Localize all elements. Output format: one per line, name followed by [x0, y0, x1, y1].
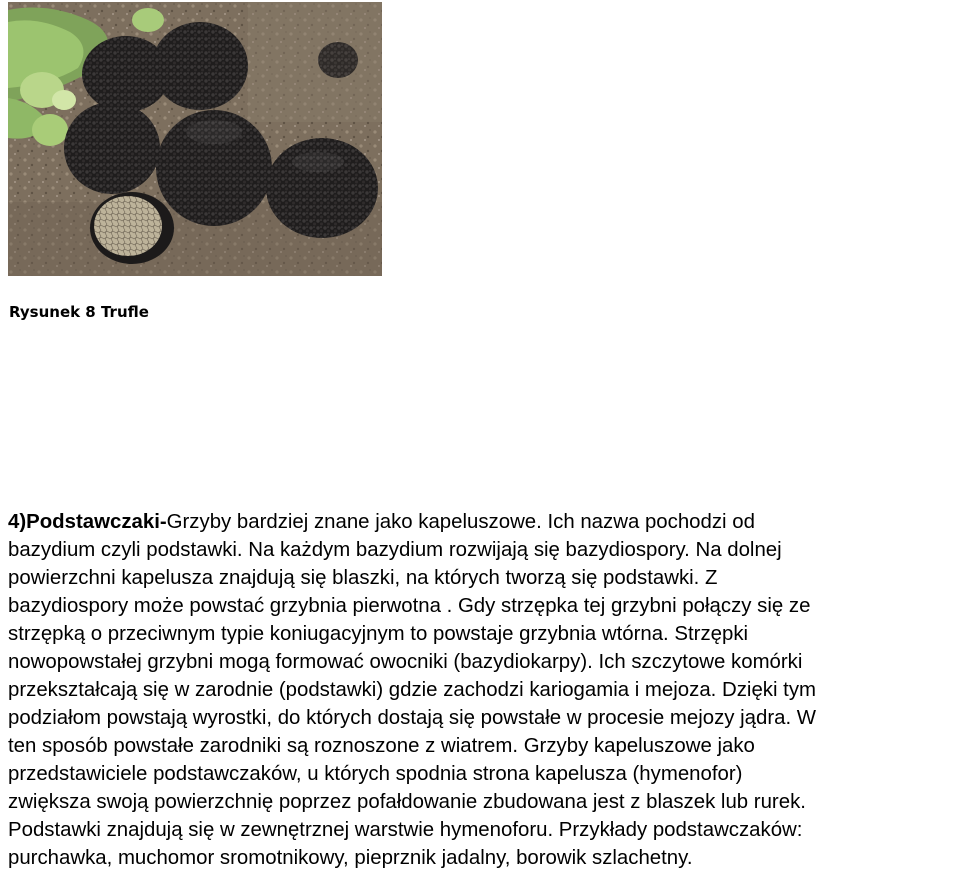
text-line: strzępką o przeciwnym typie koniugacyjnym to powstaje grzybnia wtórna. Strzępki	[8, 623, 749, 645]
text-line: podziałom powstają wyrostki, do których dostają się powstałe w procesie mejozy jądra. W	[8, 707, 817, 729]
text-line: nowopowstałej grzybni mogą formować owocniki (bazydiokarpy). Ich szczytowe komórki	[8, 651, 803, 673]
section-body	[8, 508, 958, 872]
text-line: bazydiospory może powstać grzybnia pierwotna . Gdy strzępka tej grzybni połączy się ze	[8, 595, 811, 617]
truffle-photo	[8, 2, 382, 276]
text-line: Grzyby bardziej znane jako kapeluszowe. Ich nazwa pochodzi od	[166, 511, 755, 533]
figure-caption: Rysunek 8 Trufle	[9, 303, 149, 321]
first-line	[8, 508, 958, 536]
truffle-photo-drawing	[8, 2, 382, 276]
text-line: bazydium czyli podstawki. Na każdym bazydium rozwijają się bazydiospory. Na dolnej	[8, 539, 782, 561]
text-line: ten sposób powstałe zarodniki są roznoszone z wiatrem. Grzyby kapeluszowe jako	[8, 735, 755, 757]
text-line: Podstawki znajdują się w zewnętrznej warstwie hymenoforu. Przykłady podstawczaków:	[8, 819, 803, 841]
text-line: powierzchni kapelusza znajdują się blaszki, na których tworzą się podstawki. Z	[8, 567, 718, 589]
text-line: przekształcają się w zarodnie (podstawki) gdzie zachodzi kariogamia i mejoza. Dzięki tym	[8, 679, 817, 701]
text-line: purchawka, muchomor sromotnikowy, pieprznik jadalny, borowik szlachetny.	[8, 847, 693, 869]
section-heading: 4)Podstawczaki-	[8, 511, 167, 533]
text-line: zwiększa swoją powierzchnię poprzez pofałdowanie zbudowana jest z blaszek lub rurek.	[8, 791, 806, 813]
text-line: przedstawiciele podstawczaków, u których spodnia strona kapelusza (hymenofor)	[8, 763, 743, 785]
